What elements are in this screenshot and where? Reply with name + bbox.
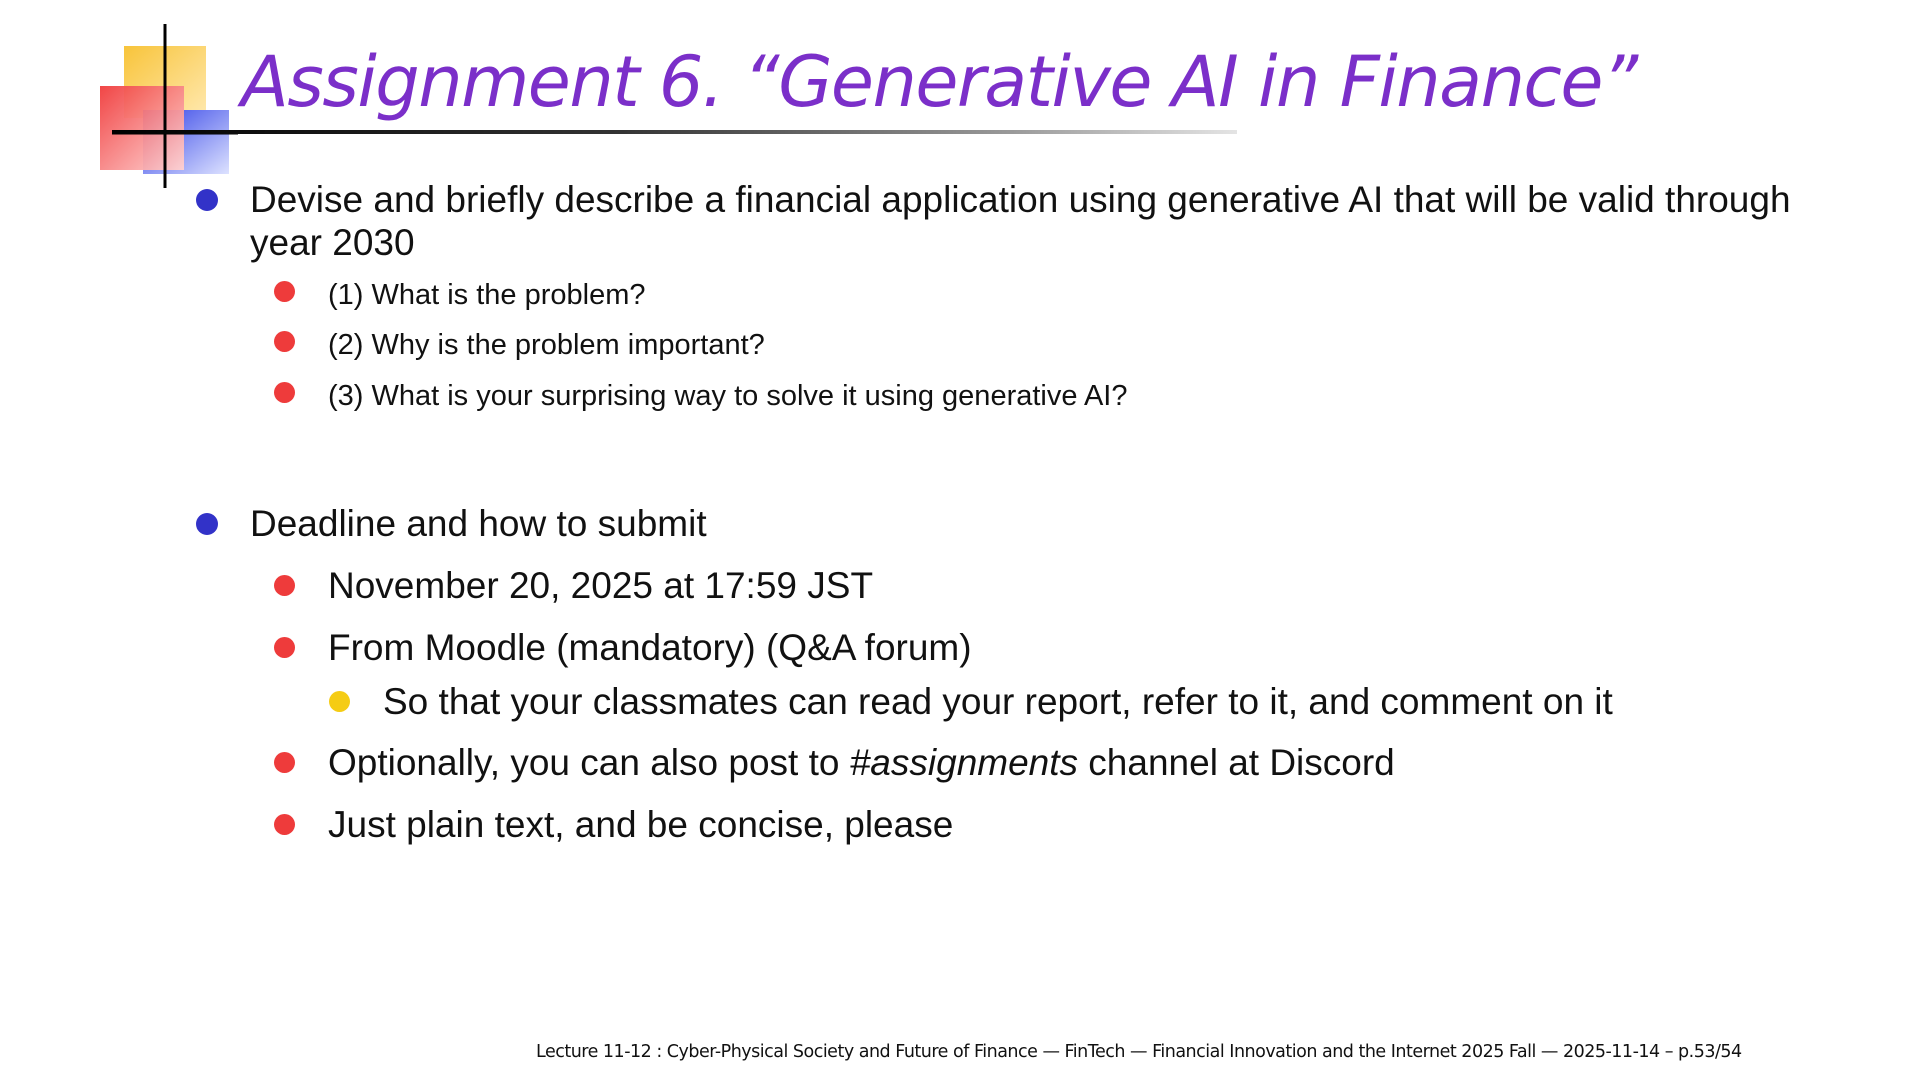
sub-bullet-dot-icon [274,382,295,403]
sub-bullet-importance: (2) Why is the problem important? [328,329,765,361]
bullet-line-2: year 2030 [250,222,415,263]
sub-bullet-plain-text: Just plain text, and be concise, please [328,804,954,845]
sub-bullet-dot-icon [274,331,295,352]
sub-bullet-deadline-date: November 20, 2025 at 17:59 JST [328,565,874,606]
slide-logo-icon [98,22,238,190]
bullet-dot-icon [196,513,218,535]
sub-bullet-dot-icon [274,752,295,773]
sub-sub-bullet-dot-icon [329,691,350,712]
page-title: Assignment 6. “Generative AI in Finance” [241,41,1637,123]
sub-bullet-solution: (3) What is your surprising way to solve it using generative AI? [328,380,1128,412]
bullet-text-deadline: Deadline and how to submit [250,503,707,544]
sub-bullet-dot-icon [274,575,295,596]
bullet-text-application [250,178,1791,264]
discord-text-before: Optionally, you can also post to [328,742,850,783]
bullet-line-1: Devise and briefly describe a financial application using generative AI that will be valid through [250,179,1791,220]
sub-bullet-discord [328,741,1395,785]
sub-bullet-moodle: From Moodle (mandatory) (Q&A forum) [328,627,972,668]
sub-bullet-dot-icon [274,281,295,302]
sub-bullet-problem: (1) What is the problem? [328,279,646,311]
bullet-dot-icon [196,189,218,211]
sub-bullet-dot-icon [274,814,295,835]
discord-text-after: channel at Discord [1078,742,1395,783]
title-divider [112,130,1237,134]
discord-channel-name: #assignments [849,742,1079,783]
sub-sub-bullet-classmates: So that your classmates can read your report, refer to it, and comment on it [383,681,1613,722]
slide-footer: Lecture 11-12 : Cyber-Physical Society and Future of Finance — FinTech — Financial Innovation and the Internet 2025 Fall — 2025-11-14 – p.53/54 [536,1042,1742,1062]
sub-bullet-dot-icon [274,637,295,658]
